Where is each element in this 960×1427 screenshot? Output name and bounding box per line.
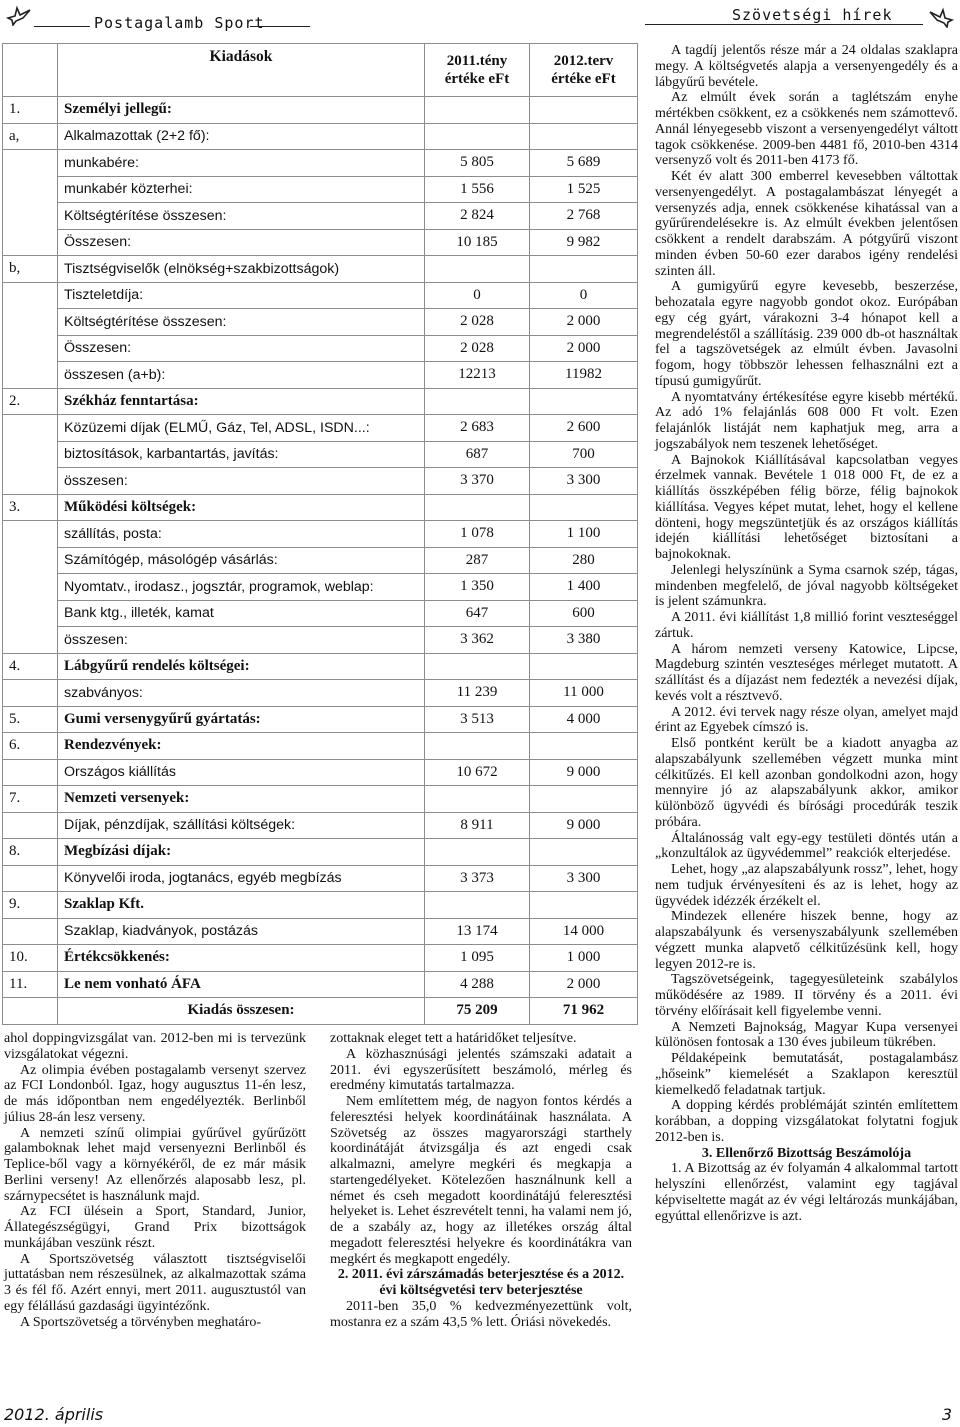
row-label: Tiszteletdíja:	[58, 282, 425, 309]
value-2011	[425, 733, 530, 760]
paragraph: A tagdíj jelentős része már a 24 oldalas szaklapra megy. A költségvetés alapja a versenyengedély és a lábgyűrű bevétele.	[655, 43, 958, 90]
value-2011: 1 095	[425, 945, 530, 972]
row-number	[3, 176, 58, 203]
row-number: 5.	[3, 706, 58, 733]
paragraph: A három nemzeti verseny Katowice, Lipcse, Magdeburg szintén veszteséges mérleget mutatott. A szállítást és a díjazást nem fedezték a nevezési díjak, kevés volt a résztvevő.	[655, 641, 958, 704]
row-label: munkabér közterhei:	[58, 176, 425, 203]
value-2012: 0	[530, 282, 638, 309]
row-label: Gumi versenygyűrű gyártatás:	[58, 706, 425, 733]
value-2011: 2 028	[425, 335, 530, 362]
row-number	[3, 627, 58, 654]
row-label: Összesen:	[58, 229, 425, 256]
value-2012: 9 982	[530, 229, 638, 256]
value-2011: 3 370	[425, 468, 530, 495]
paragraph: zottaknak eleget tett a határidőket teljesítve.	[330, 1031, 577, 1046]
row-number	[3, 574, 58, 601]
value-2012: 2 768	[530, 203, 638, 230]
value-2012: 71 962	[530, 998, 638, 1025]
value-2012: 4 000	[530, 706, 638, 733]
header-left-title: Postagalamb Sport	[94, 14, 265, 32]
paragraph: 2. 2011. évi zárszámadás beterjesztése és a 2012. évi költségvetési terv beterjesztése	[337, 1267, 625, 1298]
value-2011: 1 078	[425, 521, 530, 548]
row-number: a,	[3, 123, 58, 150]
paragraph: A nemzeti színű olimpiai gyűrűvel gyűrűzött galamboknak lehet majd versenyezni Berlinből és Teplice-ből vagy a környékéről, de ez már másik Berlini verseny! Az ellenőrzés alaposabb lesz, pl. szárnypecsétet is használunk majd.	[4, 1125, 306, 1204]
value-2011: 1 350	[425, 574, 530, 601]
value-2011: 4 288	[425, 971, 530, 998]
value-2012: 3 300	[530, 468, 638, 495]
table-row	[3, 759, 638, 786]
value-2011: 12213	[425, 362, 530, 389]
article-column-middle	[330, 1031, 632, 1330]
row-label: Nemzeti versenyek:	[58, 786, 425, 813]
row-label: Rendezvények:	[58, 733, 425, 760]
value-2011: 8 911	[425, 812, 530, 839]
row-label: Közüzemi díjak (ELMŰ, Gáz, Tel, ADSL, ISDN...:	[58, 415, 425, 442]
paragraph: Mindezek ellenére hiszek benne, hogy az alapszabályunk és versenyszabályunk szellemében végzett munka alapvető célkitűzésünk kell, hogy legyen 2012-re is.	[655, 909, 958, 972]
value-2011: 75 209	[425, 998, 530, 1025]
row-number	[3, 759, 58, 786]
table-row	[3, 176, 638, 203]
row-label: Szaklap Kft.	[58, 892, 425, 919]
paragraph: A gumigyűrű egyre kevesebb, beszerzése, behozatala egyre nagyobb gondot okoz. Európában egy cég gyárt, várakozni 3-4 hónapot kell a megrendeléstől a szállításig. 239 000 db-ot használtak fel a tagszövetségek az elmúlt évben. Javasolni fogom, hogy többször lehessen felhasználni ezt a típusú gumigyűrűt.	[655, 279, 958, 389]
value-2011: 287	[425, 547, 530, 574]
row-number	[3, 812, 58, 839]
value-2011	[425, 839, 530, 866]
value-2011: 5 805	[425, 150, 530, 177]
value-2012: 2 000	[530, 971, 638, 998]
value-2012: 1 525	[530, 176, 638, 203]
value-2012	[530, 123, 638, 150]
row-number	[3, 415, 58, 442]
row-label: Székház fenntartása:	[58, 388, 425, 415]
value-2011: 647	[425, 600, 530, 627]
row-number	[3, 600, 58, 627]
row-label: Értékcsökkenés:	[58, 945, 425, 972]
row-label: munkabére:	[58, 150, 425, 177]
row-number	[3, 335, 58, 362]
paragraph: Az elmúlt évek során a taglétszám enyhe mértékben csökkent, ez a csökkenés nem számottevő. Annál lényegesebb viszont a versenyengedélyt váltott tagok csökkenése. 2009-ben 4481 fő, 2010-ben 4314 versenyző volt és 2011-ben 4173 fő.	[655, 90, 958, 169]
paragraph: Első pontként került be a kiadott anyagba az alapszabályunk szellemében végzett munka mint célkitűzés. El kell azonban gondolkodni azon, hogy mennyire jó az alapszabályunk akkor, amikor különböző ügyvédi és bírósági procedúrák teszik próbára.	[655, 736, 958, 830]
value-2012: 2 600	[530, 415, 638, 442]
paragraph: Az FCI ülésein a Sport, Standard, Junior, Állategészségügyi, Grand Prix bizottságok munkájában veszünk részt.	[4, 1204, 306, 1251]
value-2011: 10 672	[425, 759, 530, 786]
row-number: 1.	[3, 97, 58, 124]
table-row	[3, 203, 638, 230]
row-number	[3, 150, 58, 177]
header-rule-right	[645, 24, 923, 25]
value-2012	[530, 786, 638, 813]
pigeon-logo-right-icon	[928, 6, 954, 28]
header-2012: 2012.terv értéke eFt	[530, 44, 638, 97]
table-row	[3, 998, 638, 1025]
value-2012: 3 300	[530, 865, 638, 892]
paragraph: Tagszövetségeink, tagegyesületeink szabálylos működésére az 1989. II törvény és a 2011. évi törvény előírásait kell figyelembe venni.	[655, 972, 958, 1019]
article-column-left	[4, 1031, 306, 1330]
value-2012	[530, 733, 638, 760]
header-blank	[3, 44, 58, 97]
row-label: Bank ktg., illeték, kamat	[58, 600, 425, 627]
table-row	[3, 362, 638, 389]
table-row	[3, 971, 638, 998]
value-2011: 2 683	[425, 415, 530, 442]
paragraph: A 2012. évi tervek nagy része olyan, amelyet majd érint az Egyebek címszó is.	[655, 704, 958, 736]
value-2011	[425, 388, 530, 415]
table-row	[3, 388, 638, 415]
value-2011: 13 174	[425, 918, 530, 945]
row-number: b,	[3, 256, 58, 283]
value-2012: 600	[530, 600, 638, 627]
row-label: Költségtérítése összesen:	[58, 203, 425, 230]
value-2012	[530, 256, 638, 283]
row-number	[3, 203, 58, 230]
row-number: 11.	[3, 971, 58, 998]
row-number	[3, 229, 58, 256]
value-2011	[425, 786, 530, 813]
table-row	[3, 468, 638, 495]
row-label: Országos kiállítás	[58, 759, 425, 786]
value-2012: 3 380	[530, 627, 638, 654]
header-rule-left	[34, 26, 90, 27]
table-row	[3, 256, 638, 283]
row-number	[3, 547, 58, 574]
pigeon-logo-left-icon	[6, 4, 32, 26]
row-label: Számítógép, másológép vásárlás:	[58, 547, 425, 574]
value-2011: 10 185	[425, 229, 530, 256]
paragraph: Lehet, hogy „az alapszabályunk rossz”, lehet, hogy nem tudjuk érvényesíteni és az is lehet, hogy az ügyvédek idézzék érzékelt el.	[655, 862, 958, 909]
table-row	[3, 918, 638, 945]
value-2012: 9 000	[530, 812, 638, 839]
table-row	[3, 627, 638, 654]
table-row	[3, 309, 638, 336]
value-2011: 11 239	[425, 680, 530, 707]
paragraph: Általánosság valt egy-egy testületi döntés után a „konzultálok az ügyvédemmel” reakciók elterjedése.	[655, 830, 958, 862]
table-row	[3, 521, 638, 548]
value-2012: 1 400	[530, 574, 638, 601]
row-number	[3, 309, 58, 336]
row-label: Költségtérítése összesen:	[58, 309, 425, 336]
row-number: 10.	[3, 945, 58, 972]
row-number: 8.	[3, 839, 58, 866]
paragraph: 1. A Bizottság az év folyamán 4 alkalommal tartott helyszíni ellenőrzést, valamint egy tagjával képviseltette magát az év végi leltározás munkájában, egyúttal ellenőrizve is azt.	[655, 1161, 958, 1224]
value-2012	[530, 494, 638, 521]
row-number	[3, 282, 58, 309]
value-2011: 3 362	[425, 627, 530, 654]
value-2011: 0	[425, 282, 530, 309]
value-2012: 2 000	[530, 309, 638, 336]
header-kiadasok: Kiadások	[58, 44, 425, 97]
row-label: összesen:	[58, 627, 425, 654]
value-2012	[530, 388, 638, 415]
row-number	[3, 521, 58, 548]
row-number: 3.	[3, 494, 58, 521]
row-label: Nyomtatv., irodasz., jogsztár, programok, weblap:	[58, 574, 425, 601]
value-2011: 3 373	[425, 865, 530, 892]
value-2011: 3 513	[425, 706, 530, 733]
value-2012: 11982	[530, 362, 638, 389]
row-label: Megbízási díjak:	[58, 839, 425, 866]
value-2012: 2 000	[530, 335, 638, 362]
value-2012: 14 000	[530, 918, 638, 945]
row-label: Működési költségek:	[58, 494, 425, 521]
value-2012: 1 000	[530, 945, 638, 972]
paragraph: A dopping kérdés problémáját szintén említettem korábban, a dopping vizsgálatokat folytatni fogjuk 2012-ben is.	[655, 1098, 958, 1145]
row-number	[3, 918, 58, 945]
table-row	[3, 335, 638, 362]
header-rule-left-2	[250, 26, 310, 27]
paragraph: A Sportszövetség a törvényben meghatáro-	[20, 1314, 262, 1330]
row-label: összesen:	[58, 468, 425, 495]
row-number: 9.	[3, 892, 58, 919]
row-label: szabványos:	[58, 680, 425, 707]
table-row	[3, 574, 638, 601]
table-row	[3, 229, 638, 256]
row-label: Szaklap, kiadványok, postázás	[58, 918, 425, 945]
value-2011	[425, 892, 530, 919]
value-2012: 1 100	[530, 521, 638, 548]
value-2012	[530, 97, 638, 124]
value-2012	[530, 653, 638, 680]
value-2011	[425, 494, 530, 521]
row-label: Alkalmazottak (2+2 fő):	[58, 123, 425, 150]
table-row	[3, 892, 638, 919]
value-2012: 280	[530, 547, 638, 574]
paragraph: ahol doppingvizsgálat van. 2012-ben mi is tervezünk vizsgálatokat végezni.	[4, 1031, 306, 1062]
page-number: 3	[941, 1405, 952, 1424]
row-number	[3, 998, 58, 1025]
value-2012: 9 000	[530, 759, 638, 786]
value-2011	[425, 123, 530, 150]
table-row	[3, 706, 638, 733]
value-2011	[425, 97, 530, 124]
table-row	[3, 282, 638, 309]
table-row	[3, 865, 638, 892]
value-2011	[425, 653, 530, 680]
paragraph: Példaképeink bemutatását, postagalambász „hőseink” kiemelését a Szaklapon keresztül kiemelkedő feladatnak tartjuk.	[655, 1051, 958, 1098]
row-number	[3, 680, 58, 707]
paragraph: 2011-ben 35,0 % kedvezményezettünk volt, mostanra ez a szám 43,5 % lett. Óriási növekedés.	[330, 1298, 632, 1330]
footer-date: 2012. április	[4, 1405, 104, 1424]
table-row	[3, 150, 638, 177]
row-label: Tisztségviselők (elnökség+szakbizottságok)	[58, 256, 425, 283]
value-2011: 2 824	[425, 203, 530, 230]
row-number	[3, 362, 58, 389]
table-row	[3, 945, 638, 972]
value-2012: 11 000	[530, 680, 638, 707]
value-2011: 687	[425, 441, 530, 468]
row-label: összesen (a+b):	[58, 362, 425, 389]
value-2012: 700	[530, 441, 638, 468]
table-row	[3, 494, 638, 521]
row-label: Könyvelői iroda, jogtanács, egyéb megbízás	[58, 865, 425, 892]
table-row	[3, 680, 638, 707]
table-row	[3, 123, 638, 150]
row-number: 6.	[3, 733, 58, 760]
article-column-right	[655, 43, 958, 1224]
table-row	[3, 547, 638, 574]
row-label: Összesen:	[58, 335, 425, 362]
paragraph: Két év alatt 300 emberrel kevesebben váltottak versenyengedélyt. A postagalambászat lényegét a versenyzés adja, ennek csökkenése kihatással van a gyűrűrendelésekre is. Az elmúlt években jelentősen csökkent a rendelt darabszám. A pótgyűrű viszont minden évben 50-60 ezer darabos igény rendelési szinten áll.	[655, 169, 958, 279]
row-label: biztosítások, karbantartás, javítás:	[58, 441, 425, 468]
row-number: 7.	[3, 786, 58, 813]
budget-table	[2, 43, 638, 1025]
row-label: Kiadás összesen:	[58, 998, 425, 1025]
table-row	[3, 812, 638, 839]
value-2011	[425, 256, 530, 283]
paragraph: Jelenlegi helyszínünk a Syma csarnok szép, tágas, mindenben megfelelő, de jóval nagyobb költségeket is jelent számunkra.	[655, 562, 958, 610]
paragraph: A Bajnokok Kiállításával kapcsolatban vegyes érzelmek vannak. Bevétele 1 018 000 Ft, de ez a kiállítás összképében félig börze, félig bajnokok kiállítása. Vegyes képet mutat, lehet, hogy el kellene dönteni, hogy megszüntetjük és az országos kiállítás idején kiállítási lehetőséget biztosítani a bajnokoknak.	[655, 452, 958, 562]
value-2012	[530, 839, 638, 866]
paragraph: 3. Ellenőrző Bizottság Beszámolója	[701, 1145, 912, 1161]
table-row	[3, 839, 638, 866]
paragraph: A 2011. évi kiállítást 1,8 millió forint veszteséggel zártuk.	[655, 610, 958, 641]
paragraph: A közhasznúsági jelentés számszaki adatait a 2011. évi egyszerűsített beszámoló, mérleg és eredmény kimutatás tartalmazza.	[330, 1046, 632, 1094]
table-row	[3, 600, 638, 627]
paragraph: A nyomtatvány értékesítése egyre kisebb mértékű. Az adó 1% felajánlás 608 000 Ft volt. Ezen felajánlók listáját nem kaphatjuk meg, arra a jogszabályok nem teszenek lehetőséget.	[655, 389, 958, 452]
header-right-title: Szövetségi hírek	[732, 6, 893, 24]
value-2012: 5 689	[530, 150, 638, 177]
table-row	[3, 415, 638, 442]
row-label: Lábgyűrű rendelés költségei:	[58, 653, 425, 680]
value-2011: 1 556	[425, 176, 530, 203]
row-number	[3, 865, 58, 892]
row-number	[3, 468, 58, 495]
row-number: 2.	[3, 388, 58, 415]
row-number: 4.	[3, 653, 58, 680]
table-row	[3, 733, 638, 760]
row-label: szállítás, posta:	[58, 521, 425, 548]
table-header-row	[3, 44, 638, 97]
row-label: Díjak, pénzdíjak, szállítási költségek:	[58, 812, 425, 839]
paragraph: A Nemzeti Bajnokság, Magyar Kupa versenyei különösen fontosak a 130 éves jubileum tükrében.	[655, 1019, 958, 1051]
value-2011: 2 028	[425, 309, 530, 336]
paragraph: A Sportszövetség választott tisztségviselői juttatásban nem részesülnek, az alkalmazottak száma 3 és fél fő. Azért ennyi, mert 2011. augusztustól van egy félállású gazdasági ügyintézőnk.	[4, 1251, 306, 1314]
paragraph: Nem említettem még, de nagyon fontos kérdés a feleresztési helyek koordinátáinak használata. A Szövetség az összes magyarországi starthely koordinátáját átvizsgálja és azt engedi csak alkalmazni, amelyre megkéri és megkapja a startengedélyeket. Kötelezően használnunk kell a német és cseh megadott koordinátájú feleresztési helyeket is. Lehet észrevételt tenni, ha valami nem jó, de a szabály az, hogy az illetékes ország által megadott feleresztési helyekre és koordinátákra van megkért és megkapott engedély.	[330, 1094, 632, 1267]
row-label: Személyi jellegű:	[58, 97, 425, 124]
table-row	[3, 441, 638, 468]
table-row	[3, 97, 638, 124]
paragraph: Az olimpia évében postagalamb versenyt szervez az FCI Londonból. Igaz, hogy augusztus 11-én lesz, de más időpontban nem engedélyezték. Berlinből július 28-án lesz verseny.	[4, 1062, 306, 1125]
table-row	[3, 786, 638, 813]
table-row	[3, 653, 638, 680]
header-2011: 2011.tény értéke eFt	[425, 44, 530, 97]
value-2012	[530, 892, 638, 919]
row-label: Le nem vonható ÁFA	[58, 971, 425, 998]
row-number	[3, 441, 58, 468]
